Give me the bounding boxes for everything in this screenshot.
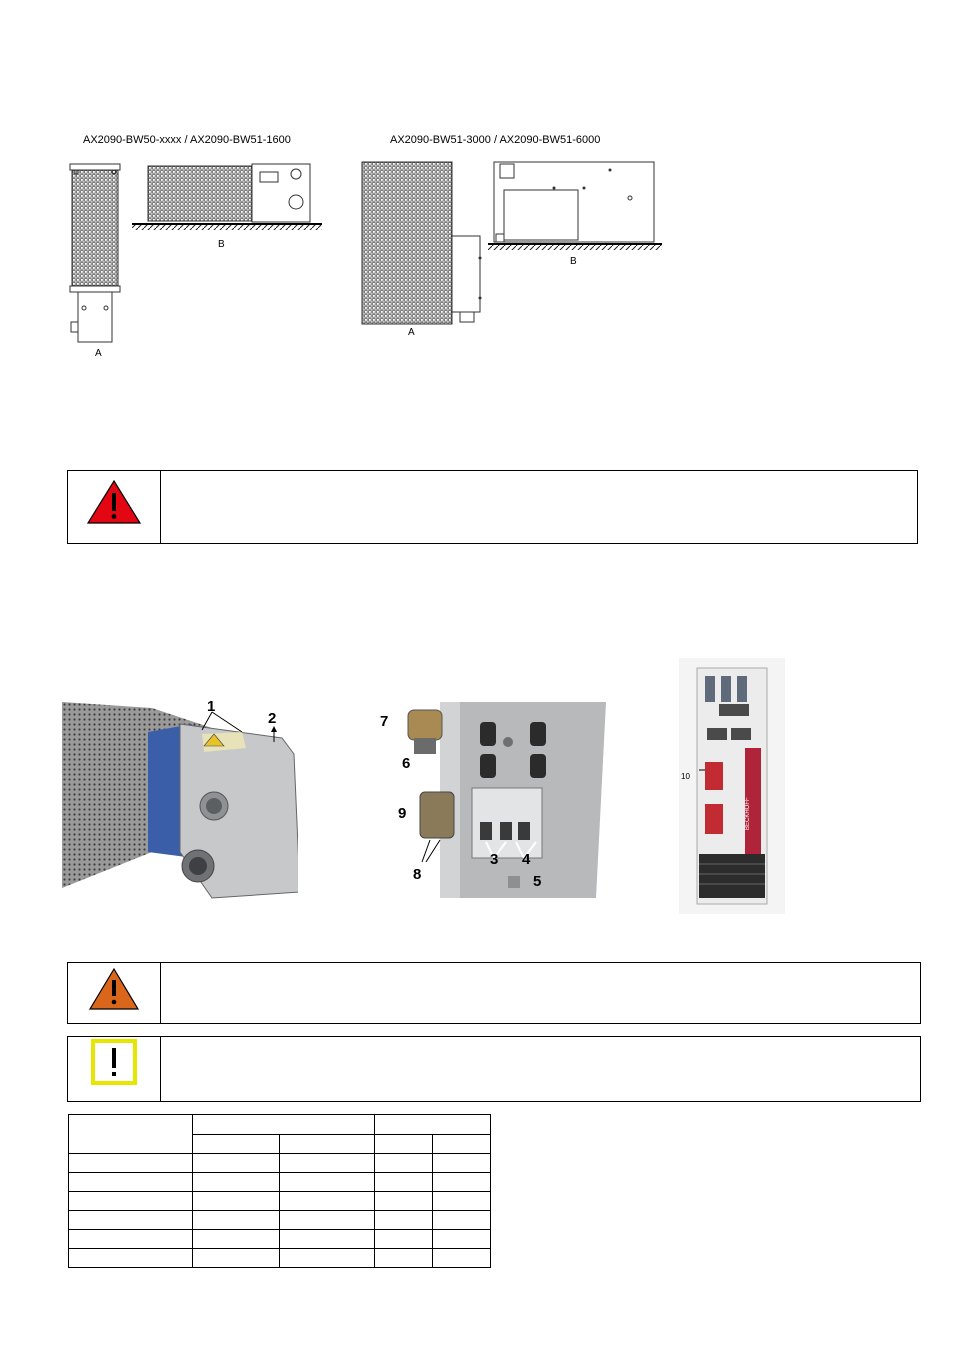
left-view-a-drawing — [70, 164, 120, 342]
table-cell — [280, 1249, 375, 1268]
resistor-dimension-drawings — [60, 150, 680, 365]
right-figure-title: AX2090-BW51-3000 / AX2090-BW51-6000 — [390, 134, 601, 146]
table-cell — [433, 1154, 491, 1173]
table-cell — [375, 1173, 433, 1192]
table-cell — [193, 1192, 280, 1211]
servo-drive-photo — [679, 658, 785, 914]
danger-notice — [67, 470, 918, 544]
specification-table — [68, 1114, 491, 1268]
callout-9: 9 — [398, 805, 407, 822]
left-view-a-label: A — [95, 348, 102, 359]
table-cell — [69, 1154, 193, 1173]
table-row — [69, 1192, 491, 1211]
table-cell — [280, 1173, 375, 1192]
table-cell — [193, 1115, 375, 1135]
table-row — [69, 1211, 491, 1230]
table-cell — [280, 1211, 375, 1230]
table-cell — [375, 1230, 433, 1249]
callout-6: 6 — [402, 755, 411, 772]
table-cell — [193, 1134, 280, 1154]
table-cell — [280, 1154, 375, 1173]
table-cell — [375, 1115, 491, 1135]
resistor-housing-photo — [62, 702, 298, 900]
table-cell — [193, 1211, 280, 1230]
danger-icon-cell — [68, 471, 161, 543]
table-cell — [280, 1134, 375, 1154]
left-view-b-drawing — [132, 164, 322, 230]
table-row — [69, 1173, 491, 1192]
warning-icon-cell — [68, 963, 161, 1023]
table-cell — [433, 1134, 491, 1154]
table-cell — [193, 1249, 280, 1268]
table-row — [69, 1249, 491, 1268]
table-cell — [433, 1211, 491, 1230]
attention-icon-cell — [68, 1037, 161, 1101]
table-row — [69, 1115, 491, 1135]
right-view-a-label: A — [408, 327, 415, 338]
table-cell — [69, 1173, 193, 1192]
table-cell — [280, 1230, 375, 1249]
callout-4: 4 — [522, 851, 531, 868]
terminal-box-photo — [400, 702, 606, 898]
warning-triangle-orange-icon — [68, 963, 160, 1023]
table-cell — [375, 1134, 433, 1154]
callout-5: 5 — [533, 873, 542, 890]
attention-exclamation-yellow-icon — [68, 1037, 160, 1101]
left-view-b-label: B — [218, 239, 225, 250]
callout-1: 1 — [207, 698, 216, 715]
left-figure-title: AX2090-BW50-xxxx / AX2090-BW51-1600 — [83, 134, 291, 146]
table-cell — [193, 1173, 280, 1192]
callout-7: 7 — [380, 713, 389, 730]
table-cell — [69, 1192, 193, 1211]
table-cell — [69, 1115, 193, 1154]
table-cell — [375, 1211, 433, 1230]
warning-triangle-red-icon — [68, 471, 160, 543]
table-row — [69, 1230, 491, 1249]
callout-3: 3 — [490, 851, 499, 868]
table-row — [69, 1154, 491, 1173]
table-cell — [433, 1249, 491, 1268]
table-cell — [193, 1154, 280, 1173]
table-cell — [69, 1230, 193, 1249]
servo-drive-graphic — [679, 658, 785, 914]
table-cell — [433, 1192, 491, 1211]
callout-10: 10 — [681, 772, 690, 781]
table-cell — [280, 1192, 375, 1211]
table-cell — [375, 1192, 433, 1211]
right-view-b-drawing — [488, 162, 662, 250]
table-cell — [433, 1173, 491, 1192]
table-cell — [375, 1154, 433, 1173]
right-view-a-drawing — [362, 162, 482, 324]
callout-8: 8 — [413, 866, 422, 883]
table-cell — [433, 1230, 491, 1249]
table-cell — [375, 1249, 433, 1268]
table-cell — [69, 1211, 193, 1230]
attention-notice — [67, 1036, 921, 1102]
table-cell — [69, 1249, 193, 1268]
table-cell — [193, 1230, 280, 1249]
beckhoff-brand-text: BECKHOFF — [745, 797, 751, 831]
warning-notice — [67, 962, 921, 1024]
callout-2: 2 — [268, 710, 277, 727]
right-view-b-label: B — [570, 256, 577, 267]
